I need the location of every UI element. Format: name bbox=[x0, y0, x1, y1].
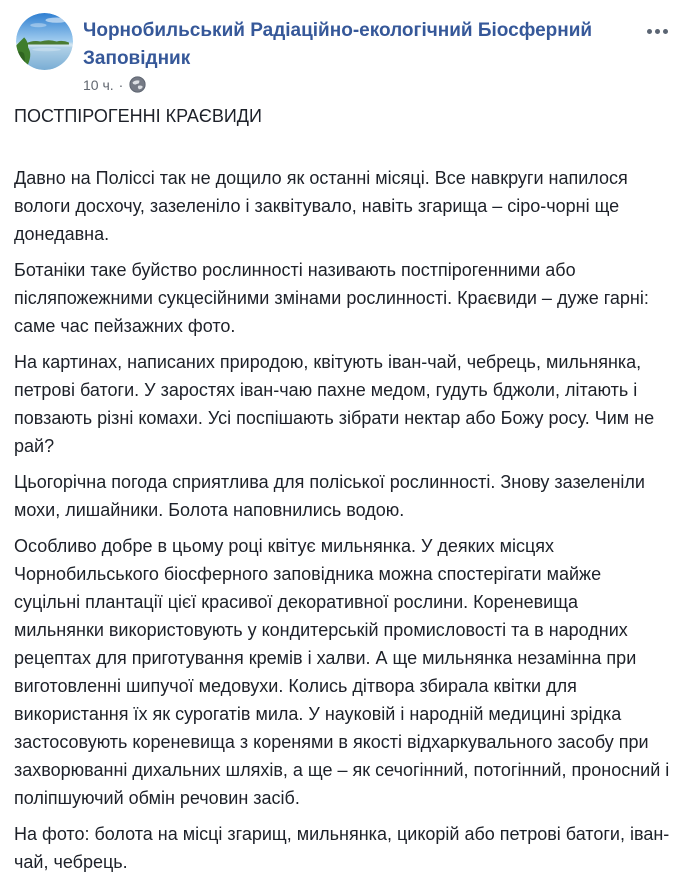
post-paragraph: Ботаніки таке буйство рослинності називають постпірогенними або післяпожежними сукцесійними змінами рослинності. Краєвиди – дуже гарні: саме час пейзажних фото. bbox=[14, 260, 649, 336]
meta-separator: · bbox=[118, 76, 124, 93]
page-avatar[interactable] bbox=[16, 13, 73, 70]
post-header bbox=[0, 0, 688, 93]
post-paragraph: Цьогорічна погода сприятлива для поліської рослинності. Знову зазеленіли мохи, лишайники. Болота наповнились водою. bbox=[14, 472, 645, 520]
post-content bbox=[0, 93, 688, 886]
post-paragraph: На картинах, написаних природою, квітують іван-чай, чебрець, мильнянка, петрові батоги. У заростях іван-чаю пахне медом, гудуть бджоли, літають і повзають різні комахи. Усі поспішають зібрати нектар або Божу росу. Чим не рай? bbox=[14, 352, 655, 456]
post-title: ПОСТПІРОГЕННІ КРАЄВИДИ bbox=[14, 106, 262, 126]
page-avatar-photo-icon bbox=[16, 13, 73, 70]
globe-public-icon bbox=[129, 76, 146, 93]
more-options-button[interactable] bbox=[640, 20, 674, 42]
post-paragraph: Давно на Поліссі так не дощило як останні місяці. Все навкруги напилося вологи досхочу, зазеленіло і заквітувало, навіть згарища – сіро-чорні ще донедавна. bbox=[14, 168, 628, 244]
post-paragraph: Особливо добре в цьому році квітує мильнянка. У деяких місцях Чорнобильського біосферного заповідника можна спостерігати майже суцільні плантації цієї красивої декоративної рослини. Кореневища мильнянки використовують у кондитерській промисловості та в народних рецептах для приготування кремів і халви. А ще мильнянка незамінна при виготовленні шипучої медовухи. Колись дітвора збирала квітки для використання їх як сурогатів мила. У науковій і народній медицині зрідка застосовують кореневища з коренями в якості відхаркувального засобу при захворюванні дихальних шляхів, а ще – як сечогінний, потогінний, проносний і поліпшуючий обмін речовин засіб. bbox=[14, 536, 670, 808]
ellipsis-icon bbox=[647, 29, 652, 34]
timestamp-link[interactable]: 10 ч. bbox=[83, 76, 114, 93]
header-text-block bbox=[83, 13, 643, 93]
page-name-link[interactable]: Чорнобильський Радіаційно-екологічний Біосферний Заповідник bbox=[83, 20, 593, 69]
post-meta-row bbox=[83, 76, 643, 93]
post-paragraph: На фото: болота на місці згарищ, мильнянка, цикорій або петрові батоги, іван-чай, чебрець. bbox=[14, 824, 670, 872]
